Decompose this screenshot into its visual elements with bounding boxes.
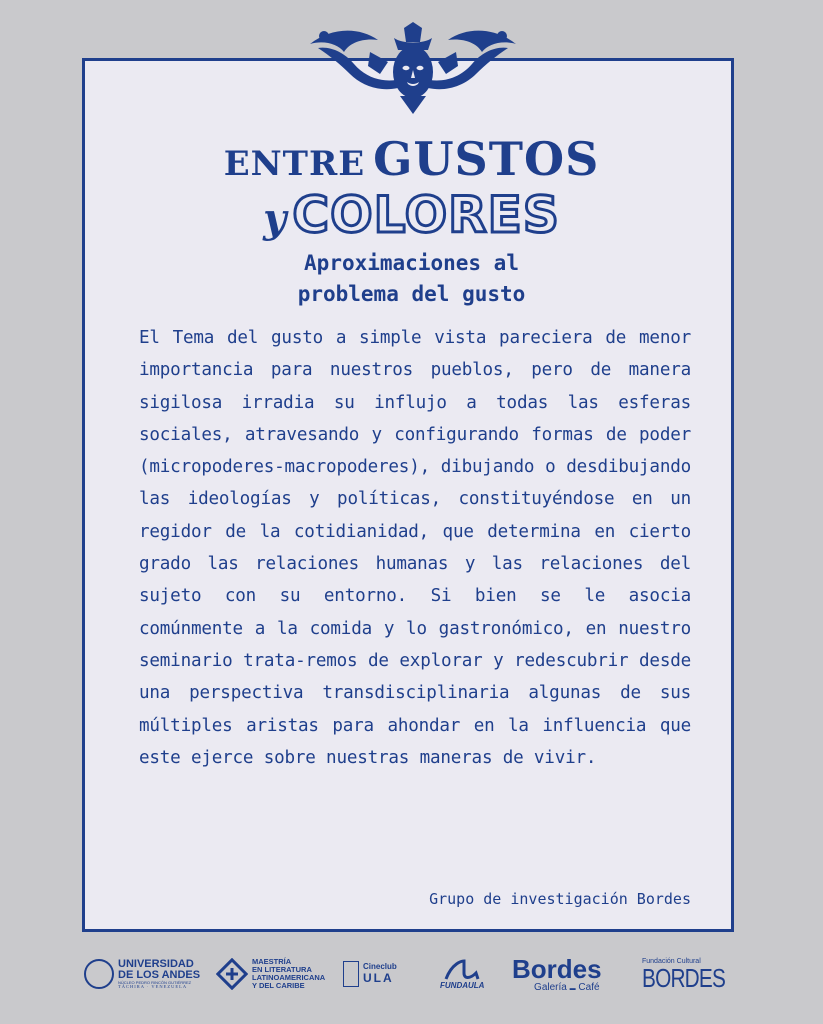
fundacion-line1: Fundación Cultural — [642, 957, 701, 965]
ula-line2: DE LOS ANDES — [118, 968, 201, 981]
title-gustos: GUSTOS — [373, 132, 600, 186]
maestria-knot-icon — [216, 958, 248, 990]
bordes-cafe-sub1: Galería — [534, 981, 567, 993]
title-line-1 — [0, 132, 823, 186]
fundaula-logo — [440, 944, 484, 1004]
fundaula-label: FUNDAULA — [440, 980, 485, 990]
logo-strip — [0, 944, 823, 1004]
title-entre: ENTRE — [223, 144, 366, 184]
title-colores: COLORES — [292, 186, 560, 244]
subtitle-line-2: problema del gusto — [297, 282, 526, 306]
cineclub-logo — [343, 944, 397, 1004]
film-icon — [343, 961, 359, 987]
signature: Grupo de investigación Bordes — [429, 890, 691, 908]
bordes-cafe-sub2: Café — [578, 981, 600, 993]
bordes-cafe-logo: Bordes Galería ▬ Café — [512, 953, 602, 993]
maestria-line1: MAESTRÍA — [252, 957, 292, 967]
ornament-mask-icon — [310, 22, 516, 114]
fundaula-mark-icon — [442, 959, 482, 981]
subtitle — [0, 248, 823, 310]
ula-line3: NÚCLEO PEDRO RINCÓN GUTIÉRREZ — [118, 979, 192, 985]
ula-line1: UNIVERSIDAD — [118, 957, 194, 970]
maestria-line3: LATINOAMERICANA — [252, 973, 326, 982]
cineclub-line2: ULA — [363, 970, 394, 985]
cineclub-line1: Cineclub — [363, 962, 397, 971]
maestria-line2: EN LITERATURA — [252, 965, 312, 975]
title-line-2 — [0, 186, 823, 242]
subtitle-line-1: Aproximaciones al — [304, 251, 519, 275]
ula-line4: TÁCHIRA · VENEZUELA — [118, 983, 188, 989]
title-y: y — [263, 195, 287, 242]
fundacion-bordes-logo — [642, 944, 746, 1004]
fundacion-line2: BORDES — [642, 962, 726, 993]
body-paragraph: El Tema del gusto a simple vista pareciera de menor importancia para nuestros pueblos, pero de manera sigilosa irradia su influjo a todas las esferas sociales, atravesando y configurando formas de poder (micropoderes-macropoderes), dibujando o desdibujando las ideologías y políticas, constituyéndose en un regidor de la cotidianidad, que determina en cierto grado las relaciones humanas y las relaciones del sujeto con su entorno. Si bien se le asocia comúnmente a la comida y lo gastronómico, en nuestro seminario trata-remos de explorar y redescubrir desde una perspectiva transdisciplinaria algunas de sus múltiples aristas para ahondar en la influencia que este ejerce sobre nuestras maneras de vivir. — [139, 328, 691, 768]
maestria-logo — [216, 944, 325, 1004]
maestria-line4: Y DEL CARIBE — [252, 980, 305, 990]
ula-logo — [84, 944, 200, 1004]
bordes-cafe-name: Bordes — [512, 953, 602, 984]
ula-seal-icon — [84, 959, 114, 989]
